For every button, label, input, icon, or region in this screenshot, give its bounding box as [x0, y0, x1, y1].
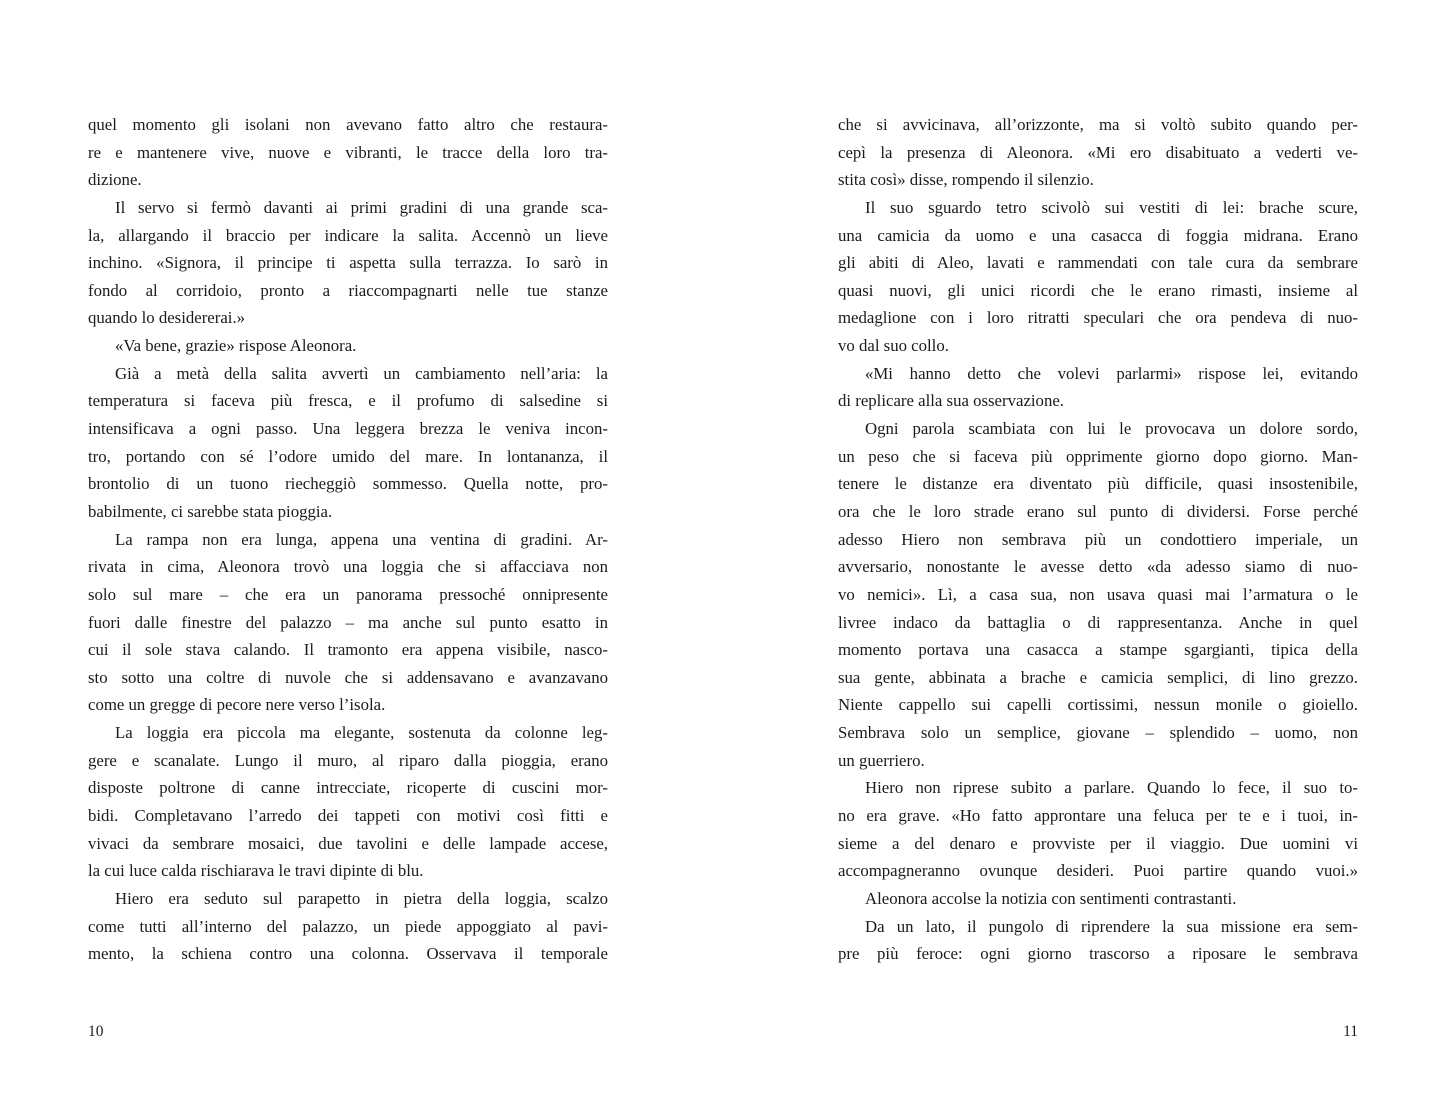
text-line: Sembrava solo un semplice, giovane – splendido – uomo, non — [838, 723, 1358, 743]
text-line: dizione. — [88, 170, 142, 190]
text-line: Ogni parola scambiata con lui le provocava un dolore sordo, — [865, 419, 1358, 439]
text-line: «Va bene, grazie» rispose Aleonora. — [115, 336, 357, 356]
text-line: mento, la schiena contro una colonna. Osservava il temporale — [88, 944, 608, 964]
page-left — [88, 0, 608, 1113]
page-number-left: 10 — [88, 1023, 104, 1040]
text-line: che si avvicinava, all’orizzonte, ma si voltò subito quando per- — [838, 115, 1358, 134]
text-line: Hiero era seduto sul parapetto in pietra della loggia, scalzo — [115, 888, 608, 908]
text-line: la, allargando il braccio per indicare la salita. Accennò un lieve — [88, 225, 608, 245]
text-line: adesso Hiero non sembrava più un condottiero imperiale, un — [838, 529, 1358, 549]
text-line: accompagneranno ovunque desideri. Puoi partire quando vuoi.» — [838, 861, 1358, 881]
text-line: avversario, nonostante le avesse detto «da adesso siamo di nuo- — [838, 557, 1358, 577]
text-line: Aleonora accolse la notizia con sentimenti contrastanti. — [865, 888, 1237, 908]
text-line: solo sul mare – che era un panorama pressoché onnipresente — [88, 584, 608, 604]
text-line: Il suo sguardo tetro scivolò sui vestiti di lei: brache scure, — [865, 197, 1358, 217]
text-line: un peso che si faceva più opprimente giorno dopo giorno. Man- — [838, 446, 1358, 466]
text-line: fondo al corridoio, pronto a riaccompagnarti nelle tue stanze — [88, 280, 608, 300]
text-line: tro, portando con sé l’odore umido del mare. In lontananza, il — [88, 446, 608, 466]
text-line: vivaci da sembrare mosaici, due tavolini e delle lampade accese, — [88, 833, 608, 853]
text-line: pre più feroce: ogni giorno trascorso a riposare le sembrava — [838, 944, 1358, 964]
text-line: la cui luce calda rischiarava le travi dipinte di blu. — [88, 861, 424, 881]
text-line: rivata in cima, Aleonora trovò una loggia che si affacciava non — [88, 557, 608, 577]
text-line: medaglione con i loro ritratti speculari che ora pendeva di nuo- — [838, 308, 1358, 328]
text-line: no era grave. «Ho fatto approntare una feluca per te e i tuoi, in- — [838, 806, 1358, 826]
text-line: vo nemici». Lì, a casa sua, non usava quasi mai l’armatura o le — [838, 584, 1358, 604]
page-left-text-block — [88, 111, 608, 968]
page-number-right: 11 — [1343, 1023, 1358, 1040]
text-line: Già a metà della salita avvertì un cambiamento nell’aria: la — [115, 363, 608, 383]
text-line: livree indaco da battaglia o di rappresentanza. Anche in quel — [838, 612, 1358, 632]
text-line: Da un lato, il pungolo di riprendere la sua missione era sem- — [865, 916, 1358, 936]
text-line: tenere le distanze era diventato più difficile, quasi insostenibile, — [838, 474, 1358, 494]
text-line: Hiero non riprese subito a parlare. Quando lo fece, il suo to- — [865, 778, 1358, 798]
text-line: babilmente, ci sarebbe stata pioggia. — [88, 501, 333, 521]
text-line: di replicare alla sua osservazione. — [838, 391, 1064, 411]
text-line: momento portava una casacca a stampe sgargianti, tipica della — [838, 640, 1358, 660]
text-line: stita così» disse, rompendo il silenzio. — [838, 170, 1094, 190]
text-line: re e mantenere vive, nuove e vibranti, le tracce della loro tra- — [88, 142, 608, 162]
text-line: come un gregge di pecore nere verso l’isola. — [88, 695, 386, 715]
text-line: sto sotto una coltre di nuvole che si addensavano e avanzavano — [88, 667, 608, 687]
text-line: disposte poltrone di canne intrecciate, ricoperte di cuscini mor- — [88, 778, 608, 798]
text-line: La rampa non era lunga, appena una ventina di gradini. Ar- — [115, 529, 608, 549]
text-line: bidi. Completavano l’arredo dei tappeti con motivi così fitti e — [88, 806, 608, 826]
text-line: quel momento gli isolani non avevano fatto altro che restaura- — [88, 115, 608, 134]
text-line: Niente cappello sui capelli cortissimi, nessun monile o gioiello. — [838, 695, 1358, 715]
text-line: sua gente, abbinata a brache e camicia semplici, di lino grezzo. — [838, 667, 1358, 687]
text-line: sieme a del denaro e provviste per il viaggio. Due uomini vi — [838, 833, 1358, 853]
text-line: fuori dalle finestre del palazzo – ma anche sul punto esatto in — [88, 612, 608, 632]
text-line: La loggia era piccola ma elegante, sostenuta da colonne leg- — [115, 723, 608, 743]
text-line: intensificava a ogni passo. Una leggera brezza le veniva incon- — [88, 419, 608, 439]
text-line: cepì la presenza di Aleonora. «Mi ero disabituato a vederti ve- — [838, 142, 1358, 162]
page-right-text-block — [838, 111, 1358, 968]
text-line: una camicia da uomo e una casacca di foggia midrana. Erano — [838, 225, 1358, 245]
text-line: temperatura si faceva più fresca, e il profumo di salsedine si — [88, 391, 608, 411]
text-line: quando lo desidererai.» — [88, 308, 246, 328]
text-line: quasi nuovi, gli unici ricordi che le erano rimasti, insieme al — [838, 280, 1358, 300]
text-line: inchino. «Signora, il principe ti aspetta sulla terrazza. Io sarò in — [88, 253, 608, 273]
text-line: vo dal suo collo. — [838, 336, 949, 356]
text-line: gere e scanalate. Lungo il muro, al riparo dalla pioggia, erano — [88, 750, 608, 770]
text-line: gli abiti di Aleo, lavati e rammendati con tale cura da sembrare — [838, 253, 1358, 273]
text-line: come tutti all’interno del palazzo, un piede appoggiato al pavi- — [88, 916, 608, 936]
text-line: brontolio di un tuono riecheggiò sommesso. Quella notte, pro- — [88, 474, 608, 494]
text-line: cui il sole stava calando. Il tramonto era appena visibile, nasco- — [88, 640, 608, 660]
text-line: ora che le loro strade erano sul punto di dividersi. Forse perché — [838, 501, 1358, 521]
page-right — [838, 0, 1358, 1113]
text-line: un guerriero. — [838, 750, 925, 770]
text-line: Il servo si fermò davanti ai primi gradini di una grande sca- — [115, 197, 608, 217]
text-line: «Mi hanno detto che volevi parlarmi» rispose lei, evitando — [865, 363, 1358, 383]
